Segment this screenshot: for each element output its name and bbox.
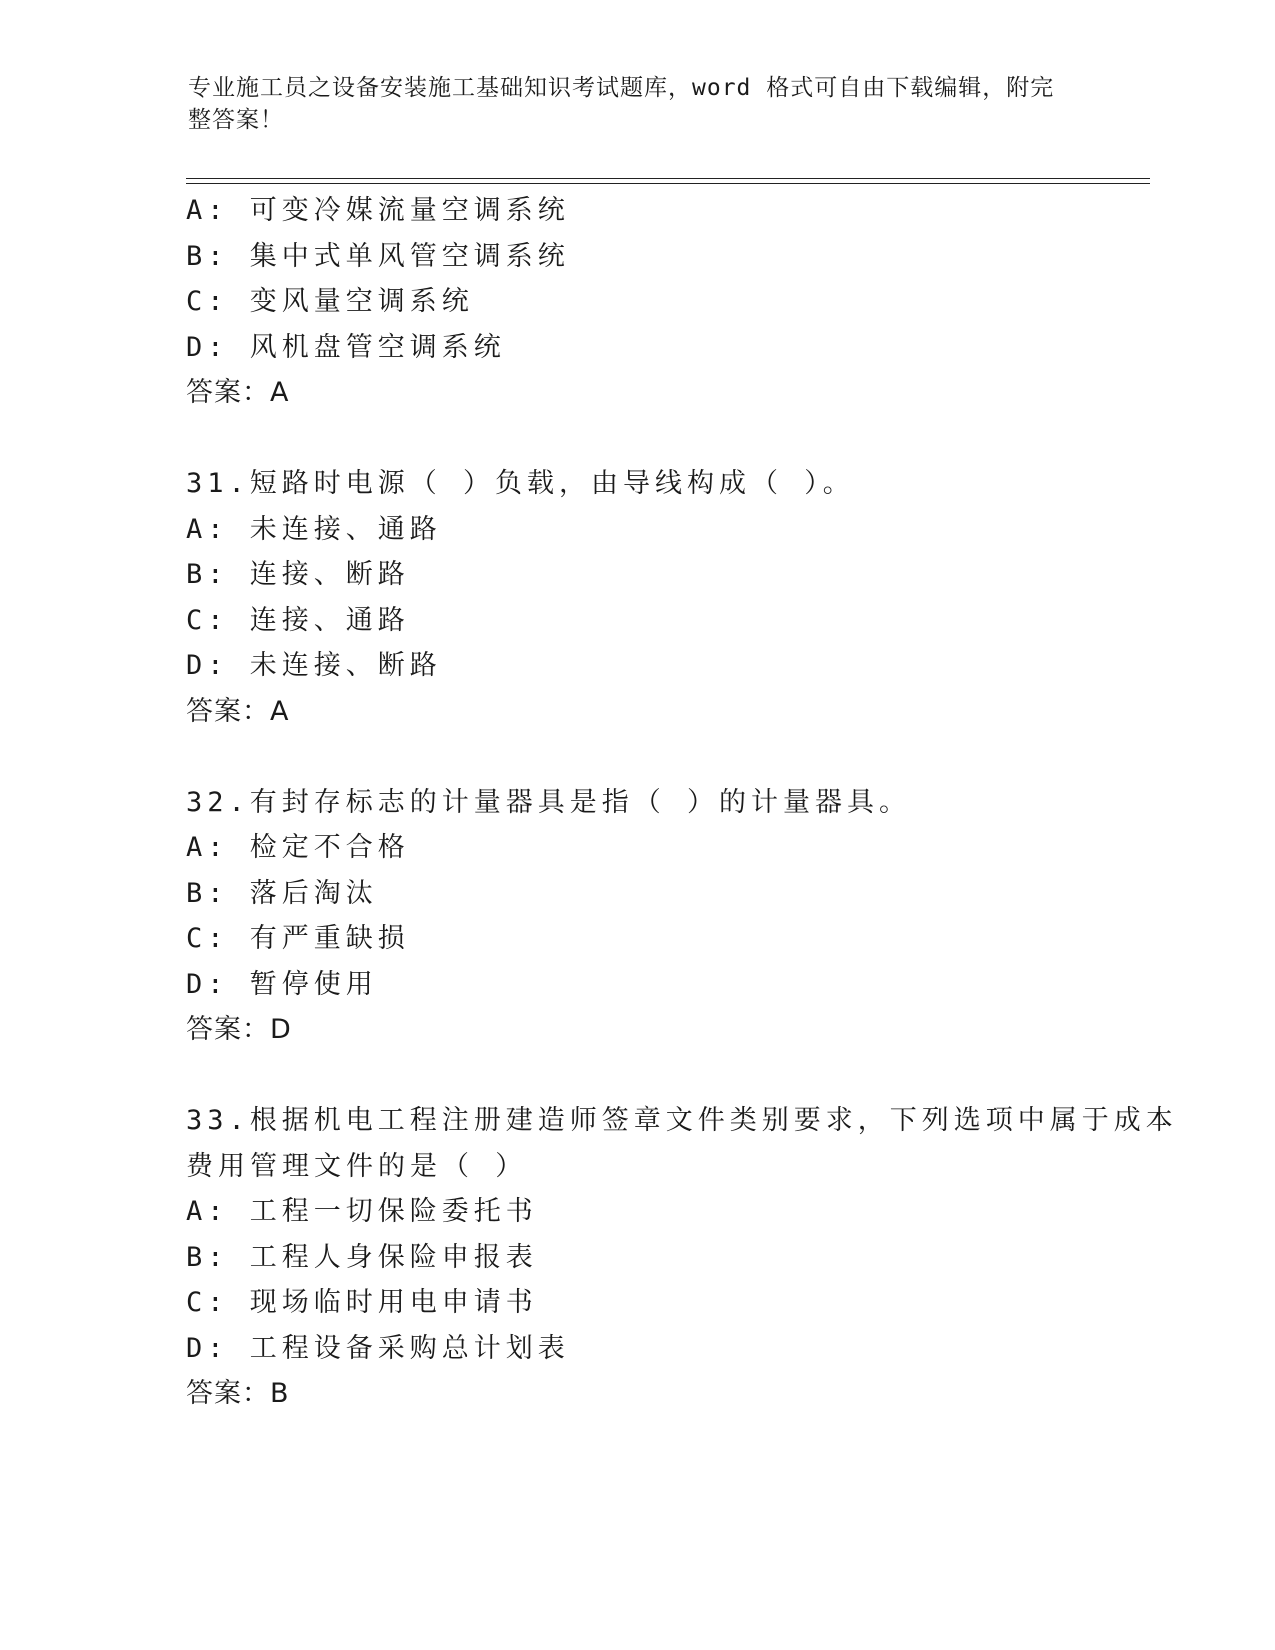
answer-line: 答案：A — [186, 695, 290, 727]
option-c: C: 变风量空调系统 — [186, 286, 474, 317]
header-line-1: 专业施工员之设备安装施工基础知识考试题库，word 格式可自由下载编辑，附完 — [188, 75, 1055, 101]
document-header — [188, 72, 1088, 136]
option-a: A: 可变冷媒流量空调系统 — [186, 195, 570, 226]
spacer — [186, 1053, 1086, 1099]
spacer — [186, 416, 1086, 462]
question-stem-line-1: 33.根据机电工程注册建造师签章文件类别要求，下列选项中属于成本 — [186, 1105, 1178, 1136]
question-33 — [186, 1098, 1178, 1417]
answer-line: 答案：A — [186, 377, 290, 408]
option-b: B: 工程人身保险申报表 — [186, 1241, 538, 1273]
question-stem: 32.有封存标志的计量器具是指（ ）的计量器具。 — [186, 786, 912, 818]
answer-line: 答案：B — [186, 1378, 290, 1409]
option-a: A: 工程一切保险委托书 — [186, 1196, 538, 1227]
question-list — [186, 188, 1178, 1417]
option-d: D: 暂停使用 — [186, 968, 378, 1000]
option-b: B: 连接、断路 — [186, 559, 410, 590]
question-30 — [186, 188, 1086, 416]
option-d: D: 风机盘管空调系统 — [186, 331, 506, 363]
header-line-2: 整答案！ — [188, 107, 284, 133]
question-stem-line-2: 费用管理文件的是（ ） — [186, 1150, 528, 1182]
option-d: D: 未连接、断路 — [186, 650, 442, 681]
question-stem: 31.短路时电源（ ）负载，由导线构成（ ）。 — [186, 468, 855, 499]
header-divider-bottom — [186, 183, 1150, 184]
option-c: C: 现场临时用电申请书 — [186, 1287, 538, 1318]
question-32 — [186, 780, 1086, 1053]
option-d: D: 工程设备采购总计划表 — [186, 1332, 570, 1364]
option-b: B: 集中式单风管空调系统 — [186, 240, 570, 272]
spacer — [186, 734, 1086, 780]
answer-line: 答案：D — [186, 1014, 292, 1045]
option-a: A: 未连接、通路 — [186, 513, 442, 545]
option-c: C: 有严重缺损 — [186, 923, 410, 954]
option-c: C: 连接、通路 — [186, 604, 410, 636]
option-b: B: 落后淘汰 — [186, 877, 378, 909]
option-a: A: 检定不合格 — [186, 832, 410, 863]
header-divider-top — [186, 178, 1150, 179]
question-31 — [186, 461, 1086, 734]
